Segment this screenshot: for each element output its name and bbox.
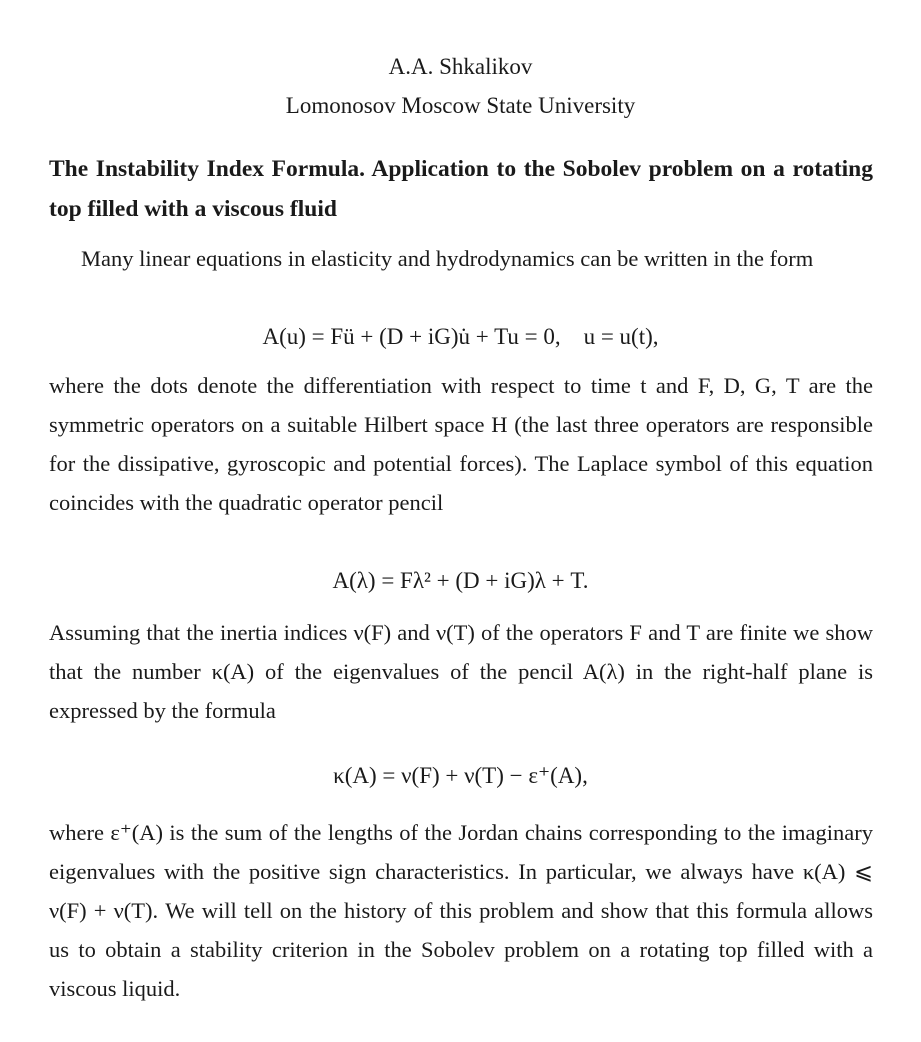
author-name: A.A. Shkalikov — [388, 54, 533, 79]
equation-pencil: A(λ) = Fλ² + (D + iG)λ + T. — [332, 568, 589, 593]
paragraph-intro: Many linear equations in elasticity and hydrodynamics can be written in the form — [81, 246, 814, 271]
equation-motion: A(u) = Fü + (D + iG)u̇ + Tu = 0, u = u(t), — [262, 324, 659, 349]
author-affiliation: Lomonosov Moscow State University — [285, 93, 636, 118]
paragraph-operators: where the dots denote the differentiation with respect to time t and F, D, G, T are the symmetric operators on a suitable Hilbert space H (the last three operators are responsible for the dissipative, gyroscopic and potential forces). The Laplace symbol of this equation coincides with the quadratic operator pencil — [49, 373, 873, 515]
equation-index-formula: κ(A) = ν(F) + ν(T) − ε⁺(A), — [333, 763, 588, 788]
paragraph-conclusion: where ε⁺(A) is the sum of the lengths of the Jordan chains corresponding to the imaginary eigenvalues with the positive sign characteristics. In particular, we always have κ(A) ⩽ ν(F) + ν(T). We will tell on the history of this problem and show that this formula allows us to obtain a stability criterion in the Sobolev problem on a rotating top filled with a viscous liquid. — [49, 820, 873, 1001]
paper-title: The Instability Index Formula. Application to the Sobolev problem on a rotating top filled with a viscous fluid — [49, 156, 873, 222]
paragraph-assumption: Assuming that the inertia indices ν(F) and ν(T) of the operators F and T are finite we show that the number κ(A) of the eigenvalues of the pencil A(λ) in the right-half plane is expressed by the formula — [49, 620, 873, 723]
